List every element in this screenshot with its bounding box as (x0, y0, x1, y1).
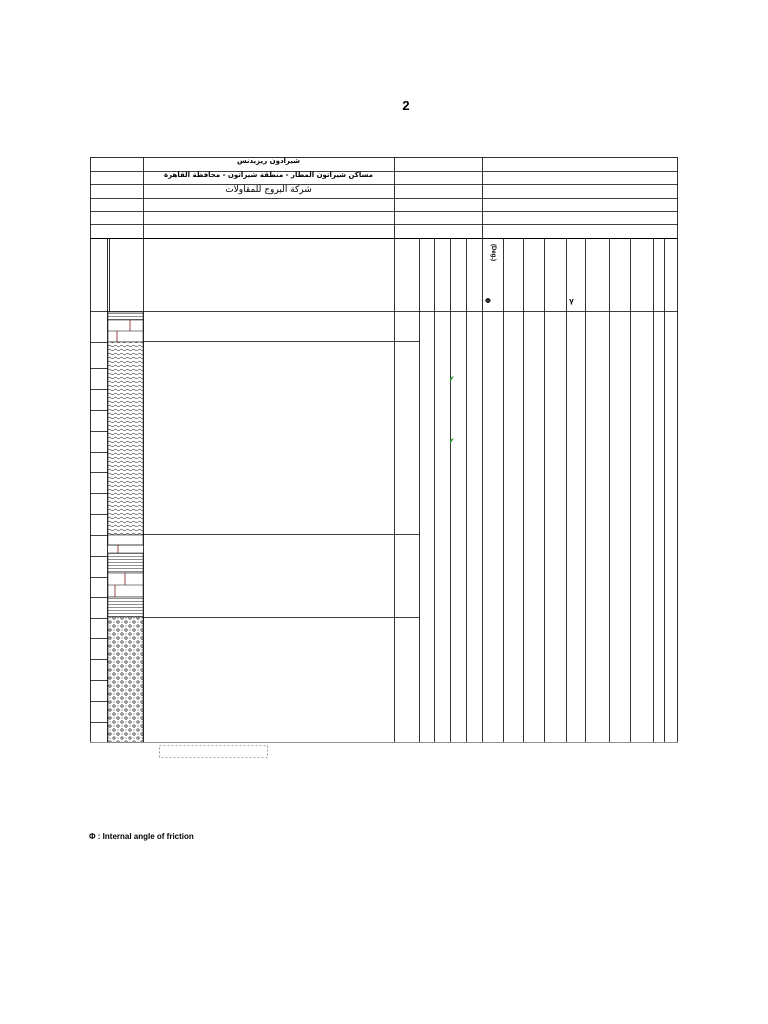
project-name: شيرادون ريزيدنس (236, 157, 301, 165)
phi-symbol: Φ (485, 297, 491, 305)
gamma-symbol: γ (569, 297, 574, 305)
company-name: شركة البروج للمقاولات (225, 185, 312, 195)
dashed-box (160, 746, 268, 758)
project-location: مساكن شيراتون المطار - منطقة شيراتون - محافظة القاهرة (164, 171, 373, 179)
soil-column (108, 312, 143, 743)
base-hatch (90, 742, 678, 745)
legend-phi: Φ : Internal angle of friction (89, 832, 194, 841)
page-number: 2 (402, 98, 410, 113)
phi-unit-label: (Deg.) (490, 244, 496, 261)
